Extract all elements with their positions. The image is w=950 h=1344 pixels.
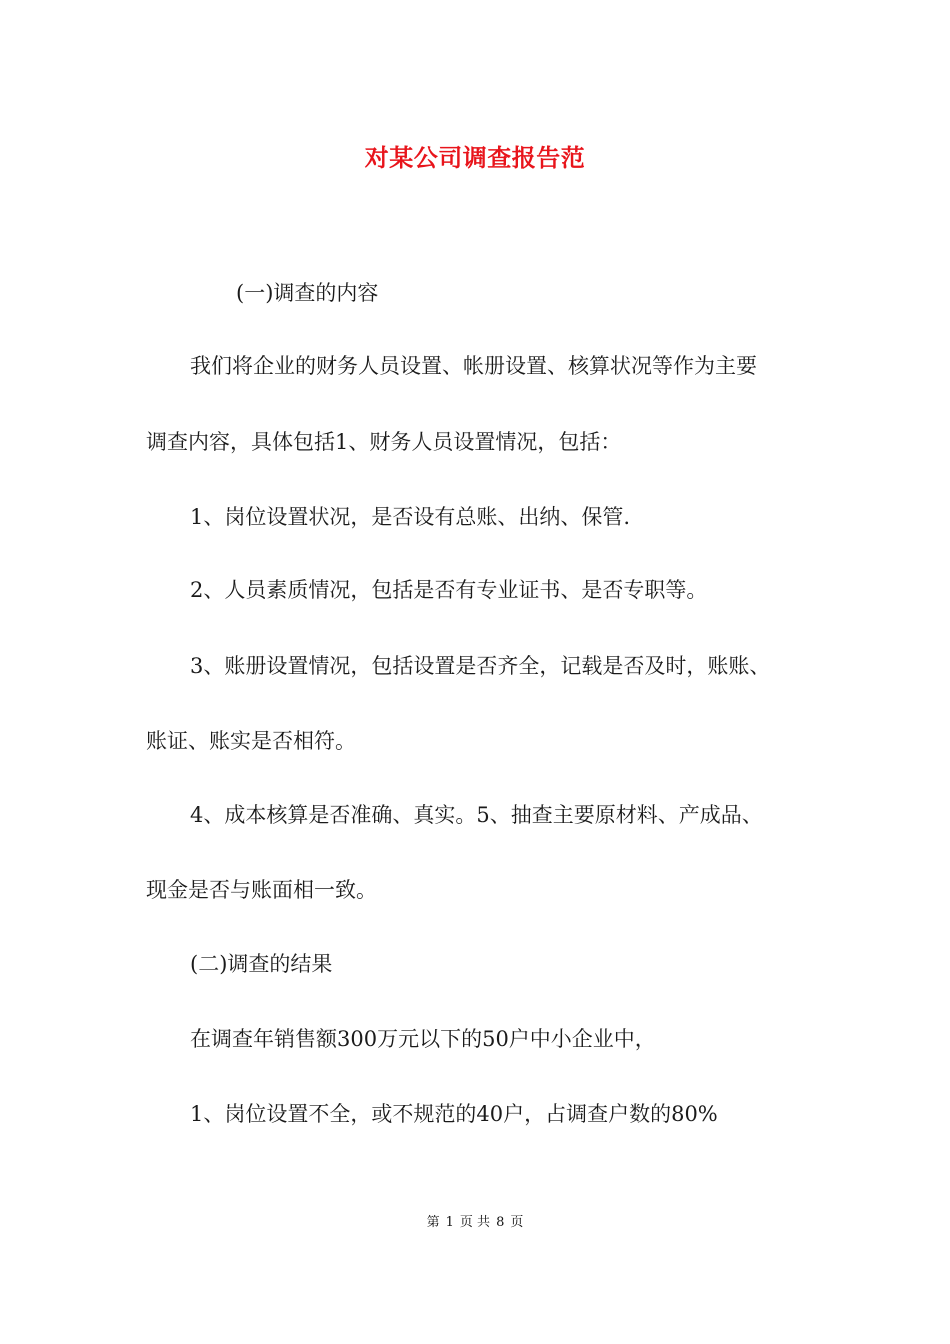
paragraph-line: 我们将企业的财务人员设置、帐册设置、核算状况等作为主要	[190, 354, 757, 378]
paragraph-line: 在调查年销售额300万元以下的50户中小企业中，	[190, 1027, 656, 1051]
document-title: 对某公司调查报告范	[364, 143, 586, 172]
paragraph-line: 2、人员素质情况，包括是否有专业证书、是否专职等。	[190, 578, 708, 602]
paragraph-line: 1、岗位设置不全，或不规范的40户，占调查户数的80%	[190, 1102, 718, 1126]
paragraph-line: 3、账册设置情况，包括设置是否齐全，记载是否及时，账账、	[190, 654, 771, 678]
paragraph-line: 1、岗位设置状况，是否设有总账、出纳、保管.	[190, 505, 631, 529]
paragraph-line: 4、成本核算是否准确、真实。5、抽查主要原材料、产成品、	[190, 803, 763, 827]
footer-suffix: 页	[510, 1215, 524, 1230]
section-heading-content: (一)调查的内容	[236, 281, 379, 305]
section-heading-results: (二)调查的结果	[190, 952, 333, 976]
paragraph-line: 现金是否与账面相一致。	[146, 878, 377, 902]
footer-prefix: 第	[426, 1215, 440, 1230]
paragraph-line: 账证、账实是否相符。	[146, 729, 356, 753]
page-footer	[0, 1211, 950, 1230]
footer-current-page: 1	[445, 1215, 454, 1230]
footer-middle: 页 共	[459, 1215, 491, 1230]
footer-total-pages: 8	[496, 1215, 505, 1230]
paragraph-line: 调查内容，具体包括1、财务人员设置情况，包括：	[146, 430, 622, 454]
